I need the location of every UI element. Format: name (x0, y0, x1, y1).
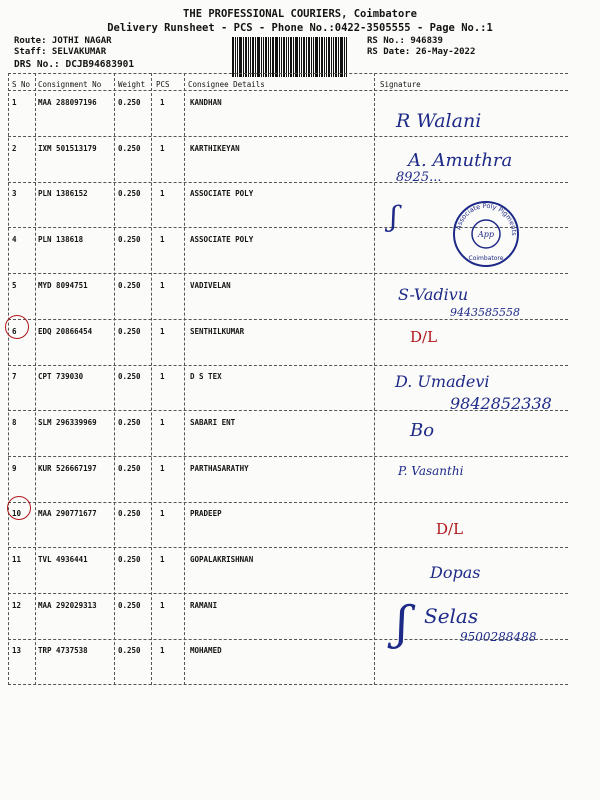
signature-row-9: P. Vasanthi (398, 464, 464, 478)
cell-pcs: 1 (160, 280, 165, 290)
cell-sno: 7 (12, 372, 17, 382)
cell-weight: 0.250 (118, 280, 141, 290)
signature-row-2-phone: 8925... (396, 170, 442, 185)
cell-pcs: 1 (160, 600, 165, 610)
cell-weight: 0.250 (118, 417, 141, 427)
runsheet-title: Delivery Runsheet - PCS - Phone No.:0422-3505555 - Page No.:1 (107, 22, 493, 34)
row-separator (8, 365, 568, 366)
cell-consignee: KANDHAN (190, 98, 222, 107)
barcode-bar (272, 37, 274, 77)
barcode-bar (324, 37, 325, 77)
barcode-bar (301, 37, 302, 77)
svg-text:Associate Poly Pigments: Associate Poly Pigments (454, 201, 519, 236)
cell-weight: 0.250 (118, 189, 141, 199)
cell-sno: 8 (12, 417, 17, 427)
company-title: THE PROFESSIONAL COURIERS, Coimbatore (183, 8, 417, 20)
col-consignment: Consignment No (38, 80, 102, 89)
cell-consignment: MAA 292029313 (38, 600, 97, 610)
cell-sno: 9 (12, 463, 17, 473)
cell-weight: 0.250 (118, 235, 141, 245)
signature-row-11: Dopas (430, 563, 481, 582)
row-separator (8, 136, 568, 137)
barcode-bar (308, 37, 310, 77)
cell-sno: 5 (12, 280, 17, 290)
cell-sno: 6 (12, 326, 17, 336)
barcode-bar (295, 37, 298, 77)
cell-weight: 0.250 (118, 143, 141, 153)
barcode-bar (237, 37, 238, 77)
cell-sno: 2 (12, 143, 17, 153)
barcode-bar (331, 37, 332, 77)
barcode (232, 37, 356, 77)
signature-row-1: R Walani (396, 110, 482, 132)
cell-pcs: 1 (160, 189, 165, 199)
cell-consignee: D S TEX (190, 372, 222, 382)
cell-sno: 3 (12, 189, 17, 199)
signature-flourish: ʃ (396, 596, 409, 650)
barcode-bar (232, 37, 234, 77)
row-separator (8, 593, 568, 594)
cell-pcs: 1 (160, 143, 165, 153)
barcode-bar (340, 37, 343, 77)
barcode-bar (261, 37, 262, 77)
barcode-bar (275, 37, 278, 77)
cell-pcs: 1 (160, 646, 165, 656)
row-separator (8, 456, 568, 457)
cell-weight: 0.250 (118, 600, 141, 610)
cell-weight: 0.250 (118, 98, 141, 107)
drs-number: DRS No.: DCJB94683901 (14, 59, 135, 70)
cell-consignment: MYD 8094751 (38, 280, 88, 290)
signature-row-8: Bo (410, 420, 435, 441)
row-separator (8, 547, 568, 548)
dl-mark-row-10: D/L (436, 520, 464, 538)
cell-pcs: 1 (160, 555, 165, 564)
barcode-bar (235, 37, 236, 77)
barcode-bar (248, 37, 249, 77)
cell-pcs: 1 (160, 509, 165, 519)
cell-consignment: SLM 296339969 (38, 417, 97, 427)
signature-row-7-phone: 9842852338 (450, 394, 552, 413)
rs-number: RS No.: 946839 (367, 36, 443, 46)
svg-text:App: App (477, 230, 495, 239)
cell-consignment: IXM 501513179 (38, 143, 97, 153)
col-pcs: PCS (156, 80, 170, 89)
cell-consignment: MAA 290771677 (38, 509, 97, 519)
cell-pcs: 1 (160, 98, 165, 107)
signature-row-5: S-Vadivu (398, 285, 469, 304)
signature-row-13-phone: 9500288488 (460, 630, 537, 644)
cell-consignee: PRADEEP (190, 509, 222, 519)
barcode-bar (315, 37, 318, 77)
barcode-bar (283, 37, 285, 77)
dl-mark-row-6: D/L (410, 328, 438, 346)
barcode-bar (311, 37, 312, 77)
cell-sno: 10 (12, 509, 22, 519)
cell-consignment: KUR 526667197 (38, 463, 97, 473)
barcode-bar (290, 37, 292, 77)
cell-consignment: PLN 138618 (38, 235, 84, 245)
cell-pcs: 1 (160, 326, 165, 336)
cell-weight: 0.250 (118, 646, 141, 656)
barcode-bar (313, 37, 314, 77)
cell-weight: 0.250 (118, 372, 141, 382)
cell-sno: 11 (12, 555, 22, 564)
cell-consignee: PARTHASARATHY (190, 463, 249, 473)
barcode-bar (252, 37, 254, 77)
cell-consignment: MAA 288097196 (38, 98, 97, 107)
signature-row-7: D. Umadevi (395, 372, 490, 391)
cell-weight: 0.250 (118, 463, 141, 473)
cell-sno: 1 (12, 98, 17, 107)
cell-consignee: SABARI ENT (190, 417, 236, 427)
barcode-bar (288, 37, 289, 77)
barcode-bar (257, 37, 260, 77)
barcode-bar (243, 37, 244, 77)
cell-consignee: MOHAMED (190, 646, 222, 656)
barcode-bar (303, 37, 305, 77)
barcode-bar (344, 37, 345, 77)
cell-consignment: TRP 4737538 (38, 646, 88, 656)
barcode-bar (286, 37, 287, 77)
cell-consignee: SENTHILKUMAR (190, 326, 245, 336)
cell-weight: 0.250 (118, 509, 141, 519)
barcode-bar (263, 37, 264, 77)
signature-row-2: A. Amuthra (408, 150, 513, 171)
cell-weight: 0.250 (118, 555, 141, 564)
barcode-bar (338, 37, 339, 77)
cell-consignee: RAMANI (190, 600, 218, 610)
cell-consignee: VADIVELAN (190, 280, 231, 290)
barcode-bar (279, 37, 280, 77)
barcode-bar (306, 37, 307, 77)
row-separator (8, 182, 568, 183)
cell-pcs: 1 (160, 417, 165, 427)
col-signature: Signature (380, 80, 421, 89)
barcode-bar (321, 37, 323, 77)
barcode-bar (335, 37, 337, 77)
cell-pcs: 1 (160, 372, 165, 382)
cell-consignee: KARTHIKEYAN (190, 143, 240, 153)
row-separator (8, 273, 568, 274)
signature-row-3: ʃ (390, 200, 398, 233)
cell-pcs: 1 (160, 235, 165, 245)
red-circle-row-6 (5, 315, 29, 339)
barcode-bar (255, 37, 256, 77)
barcode-bar (265, 37, 267, 77)
barcode-bar (239, 37, 242, 77)
staff-label: Staff: SELVAKUMAR (14, 47, 107, 57)
col-weight: Weight (118, 80, 146, 89)
barcode-bar (346, 37, 347, 77)
cell-sno: 12 (12, 600, 22, 610)
route-label: Route: JOTHI NAGAR (14, 36, 112, 46)
barcode-bar (326, 37, 327, 77)
red-circle-row-10 (7, 496, 31, 520)
signature-row-12: Selas (424, 604, 479, 628)
row-separator (8, 502, 568, 503)
barcode-bar (270, 37, 271, 77)
barcode-bar (250, 37, 251, 77)
barcode-bar (245, 37, 247, 77)
cell-consignment: TVL 4936441 (38, 555, 88, 564)
header-rule (8, 90, 568, 91)
barcode-bar (333, 37, 334, 77)
company-stamp (452, 200, 520, 268)
cell-consignment: PLN 1386152 (38, 189, 88, 199)
cell-consignee: ASSOCIATE POLY (190, 189, 254, 199)
cell-weight: 0.250 (118, 326, 141, 336)
row-separator (8, 684, 568, 685)
signature-row-5-phone: 9443585558 (450, 306, 520, 319)
cell-pcs: 1 (160, 463, 165, 473)
cell-consignment: CPT 739030 (38, 372, 84, 382)
svg-text:Coimbatore: Coimbatore (468, 255, 504, 262)
barcode-bar (328, 37, 330, 77)
cell-consignment: EDQ 20866454 (38, 326, 93, 336)
barcode-bar (299, 37, 300, 77)
cell-consignee: GOPALAKRISHNAN (190, 555, 254, 564)
barcode-bar (281, 37, 282, 77)
rs-date: RS Date: 26-May-2022 (367, 47, 476, 57)
barcode-bar (268, 37, 269, 77)
barcode-bar (319, 37, 320, 77)
cell-sno: 4 (12, 235, 17, 245)
cell-consignee: ASSOCIATE POLY (190, 235, 254, 245)
cell-sno: 13 (12, 646, 22, 656)
col-sno: S No (12, 80, 31, 89)
col-consignee: Consignee Details (188, 80, 265, 89)
barcode-bar (293, 37, 294, 77)
table-top-rule (8, 73, 568, 74)
